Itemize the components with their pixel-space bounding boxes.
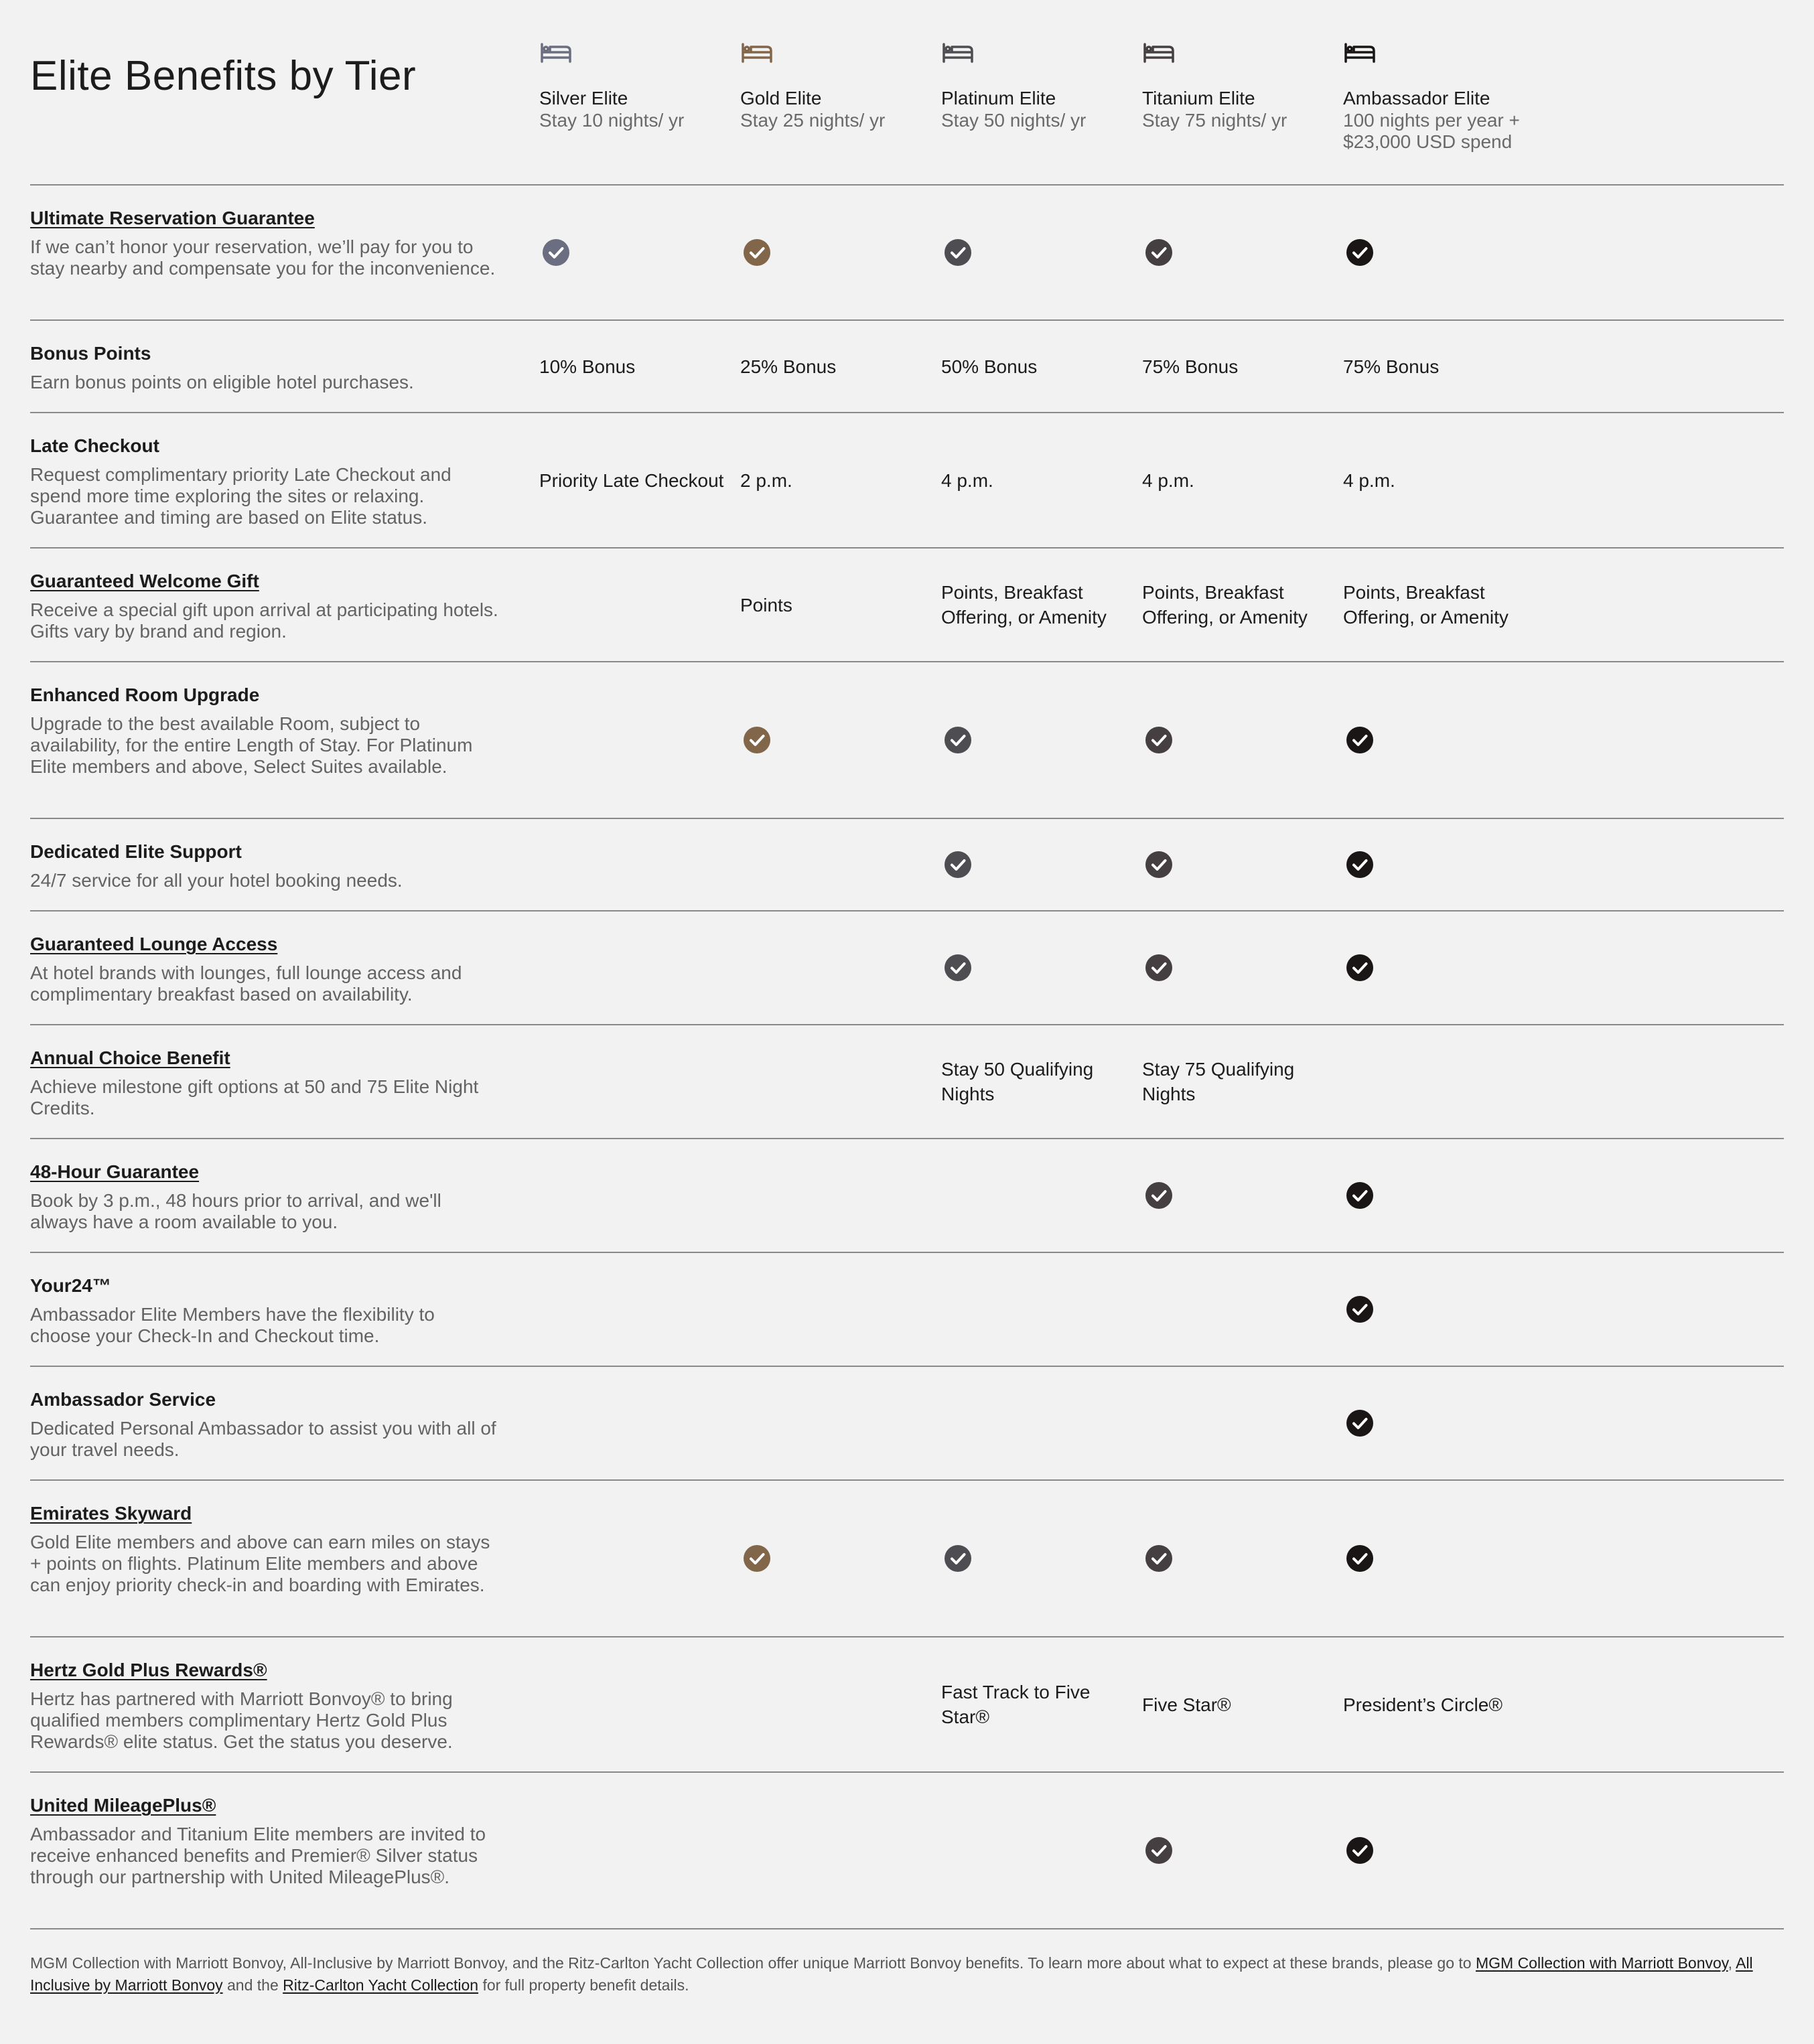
benefit-row — [30, 321, 1784, 413]
benefit-title-link[interactable]: 48-Hour Guarantee — [30, 1161, 200, 1182]
tier-gold-elite — [740, 39, 934, 131]
benefit-description: At hotel brands with lounges, full lounge access and complimentary breakfast based on availability. — [30, 962, 462, 1005]
benefit-cell-titanium — [1142, 413, 1330, 547]
benefit-title: Enhanced Room Upgrade — [30, 684, 260, 705]
footer-link-mgm-collection[interactable]: MGM Collection with Marriott Bonvoy — [1475, 1954, 1728, 1972]
tier-name: Silver Elite — [539, 88, 628, 108]
benefit-row — [30, 1025, 1784, 1139]
benefit-info — [30, 1659, 499, 1753]
benefit-row — [30, 1253, 1784, 1367]
benefit-cell-platinum — [941, 549, 1129, 661]
benefit-cell-ambassador — [1343, 549, 1531, 661]
checkmark-icon — [1346, 726, 1374, 754]
benefit-cell-gold — [740, 321, 928, 412]
benefit-cell-platinum — [941, 186, 1131, 319]
benefit-value: 4 p.m. — [941, 469, 993, 491]
checkmark-icon — [944, 1544, 972, 1573]
benefit-row — [30, 1481, 1784, 1637]
benefit-info — [30, 1794, 499, 1888]
benefit-row — [30, 662, 1784, 819]
benefit-title-link[interactable]: Guaranteed Welcome Gift — [30, 571, 259, 591]
bed-icon — [539, 39, 573, 66]
footer-note — [30, 1929, 1784, 1996]
checkmark-icon — [944, 954, 972, 982]
benefit-cell-silver — [539, 413, 727, 547]
benefit-value: 25% Bonus — [740, 356, 837, 377]
checkmark-icon — [1346, 1295, 1374, 1323]
benefit-value: 2 p.m. — [740, 469, 792, 491]
benefit-info — [30, 684, 499, 778]
benefit-cell-platinum — [941, 662, 1131, 818]
benefit-cell-ambassador — [1343, 1253, 1533, 1366]
benefit-cell-silver — [539, 321, 727, 412]
benefit-info — [30, 1047, 499, 1119]
benefit-title: Dedicated Elite Support — [30, 841, 242, 862]
benefit-cell-ambassador — [1343, 1481, 1533, 1636]
benefit-row — [30, 549, 1784, 662]
benefit-cell-platinum — [941, 819, 1131, 910]
checkmark-icon — [944, 238, 972, 267]
tier-name: Gold Elite — [740, 88, 822, 108]
benefit-cell-ambassador — [1343, 413, 1531, 547]
benefit-title-link[interactable]: Hertz Gold Plus Rewards® — [30, 1660, 267, 1680]
benefit-cell-ambassador — [1343, 321, 1531, 412]
benefit-value: 75% Bonus — [1343, 356, 1440, 377]
benefit-info — [30, 207, 499, 279]
benefit-value: Points, Breakfast Offering, or Amenity — [1142, 582, 1308, 628]
checkmark-icon — [1145, 726, 1173, 754]
benefit-cell-ambassador — [1343, 186, 1533, 319]
benefit-cell-ambassador — [1343, 1139, 1533, 1252]
benefit-info — [30, 1161, 499, 1233]
benefit-cell-titanium — [1142, 819, 1332, 910]
tier-requirement: Stay 75 nights/ yr — [1142, 110, 1287, 131]
checkmark-icon — [1346, 1409, 1374, 1437]
benefit-row — [30, 1367, 1784, 1481]
benefit-description: Book by 3 p.m., 48 hours prior to arrival, and we'll always have a room available to you. — [30, 1190, 441, 1232]
benefit-cell-ambassador — [1343, 819, 1533, 910]
tier-titanium-elite — [1142, 39, 1336, 131]
benefit-description: Ambassador Elite Members have the flexibility to choose your Check-In and Checkout time. — [30, 1304, 435, 1346]
footer-text: for full property benefit details. — [482, 1976, 689, 1994]
benefit-title: Bonus Points — [30, 343, 151, 364]
benefit-cell-platinum — [941, 911, 1131, 1024]
benefit-cell-titanium — [1142, 549, 1330, 661]
benefit-cell-ambassador — [1343, 911, 1533, 1024]
benefit-cell-titanium — [1142, 662, 1332, 818]
benefit-cell-titanium — [1142, 1637, 1330, 1771]
benefit-cell-ambassador — [1343, 662, 1533, 818]
benefit-description: Ambassador and Titanium Elite members are invited to receive enhanced benefits and Premier® Silver status through our partnership with United MileagePlus®. — [30, 1824, 486, 1887]
checkmark-icon — [1145, 1544, 1173, 1573]
benefit-cell-titanium — [1142, 321, 1330, 412]
benefit-info — [30, 570, 499, 642]
benefit-description: Dedicated Personal Ambassador to assist you with all of your travel needs. — [30, 1418, 496, 1460]
benefit-value: Stay 50 Qualifying Nights — [941, 1059, 1094, 1104]
tier-requirement: Stay 50 nights/ yr — [941, 110, 1087, 131]
checkmark-icon — [743, 726, 771, 754]
footer-separator: , — [1728, 1954, 1732, 1972]
benefit-value: Fast Track to Five Star® — [941, 1682, 1091, 1727]
bed-icon — [1142, 39, 1176, 66]
benefit-value: 10% Bonus — [539, 356, 636, 377]
footer-text: MGM Collection with Marriott Bonvoy, All-Inclusive by Marriott Bonvoy, and the Ritz-Carlton Yacht Collection offer unique Marriott Bonvoy benefits. To learn more about what to expect at these brands, please go to — [30, 1954, 1472, 1972]
tier-header — [30, 0, 1784, 186]
benefit-row — [30, 1773, 1784, 1929]
tier-requirement: 100 nights per year + $23,000 USD spend — [1343, 110, 1520, 152]
benefit-row — [30, 1139, 1784, 1253]
benefit-value: Five Star® — [1142, 1694, 1231, 1715]
benefit-title: Ambassador Service — [30, 1389, 216, 1410]
bed-icon — [941, 39, 975, 66]
benefit-cell-gold — [740, 1481, 930, 1636]
benefit-info — [30, 1502, 499, 1596]
benefit-row — [30, 1637, 1784, 1773]
benefit-value: 4 p.m. — [1343, 469, 1395, 491]
benefit-cell-ambassador — [1343, 1367, 1533, 1479]
benefit-description: If we can’t honor your reservation, we’ll pay for you to stay nearby and compensate you for the inconvenience. — [30, 236, 496, 279]
benefit-info — [30, 435, 499, 528]
benefit-info — [30, 342, 499, 393]
checkmark-icon — [944, 851, 972, 879]
benefit-description: Receive a special gift upon arrival at participating hotels. Gifts vary by brand and region. — [30, 599, 498, 642]
benefit-cell-gold — [740, 662, 930, 818]
footer-link-ritz-carlton-yacht[interactable]: Ritz-Carlton Yacht Collection — [283, 1976, 479, 1994]
benefit-cell-ambassador — [1343, 1773, 1533, 1928]
benefit-cell-titanium — [1142, 1773, 1332, 1928]
benefit-title: Your24™ — [30, 1275, 111, 1296]
benefit-title-link[interactable]: Guaranteed Lounge Access — [30, 934, 278, 954]
tier-requirement: Stay 10 nights/ yr — [539, 110, 685, 131]
benefit-cell-gold — [740, 186, 930, 319]
benefit-value: 4 p.m. — [1142, 469, 1194, 491]
benefit-description: Upgrade to the best available Room, subject to availability, for the entire Length of Stay. For Platinum Elite members and above, Select Suites available. — [30, 713, 473, 777]
benefit-description: 24/7 service for all your hotel booking needs. — [30, 870, 403, 891]
benefit-cell-titanium — [1142, 1139, 1332, 1252]
benefit-value: Priority Late Checkout — [539, 469, 724, 491]
benefit-info — [30, 1274, 499, 1347]
benefit-value: Stay 75 Qualifying Nights — [1142, 1059, 1295, 1104]
benefit-cell-titanium — [1142, 186, 1332, 319]
benefit-title: Late Checkout — [30, 435, 159, 456]
benefit-info — [30, 933, 499, 1005]
benefit-value: Points, Breakfast Offering, or Amenity — [1343, 582, 1509, 628]
benefit-description: Achieve milestone gift options at 50 and 75 Elite Night Credits. — [30, 1076, 479, 1118]
checkmark-icon — [743, 1544, 771, 1573]
checkmark-icon — [542, 238, 570, 267]
benefit-cell-gold — [740, 549, 928, 661]
checkmark-icon — [1346, 954, 1374, 982]
checkmark-icon — [1145, 851, 1173, 879]
footer-link-all-inclusive[interactable]: All Inclusive by Marriott Bonvoy — [30, 1954, 1753, 1994]
checkmark-icon — [1145, 954, 1173, 982]
benefit-row — [30, 413, 1784, 549]
tier-name: Titanium Elite — [1142, 88, 1255, 108]
benefit-title-link[interactable]: Ultimate Reservation Guarantee — [30, 208, 315, 228]
checkmark-icon — [1346, 1836, 1374, 1865]
benefit-cell-platinum — [941, 413, 1129, 547]
benefit-value: 50% Bonus — [941, 356, 1038, 377]
benefit-value: Points, Breakfast Offering, or Amenity — [941, 582, 1107, 628]
checkmark-icon — [1145, 1836, 1173, 1865]
benefit-title-link[interactable]: United MileagePlus® — [30, 1795, 216, 1816]
checkmark-icon — [1346, 1544, 1374, 1573]
benefits-table — [30, 186, 1784, 1929]
benefit-info — [30, 1388, 499, 1461]
checkmark-icon — [1346, 238, 1374, 267]
benefit-cell-titanium — [1142, 911, 1332, 1024]
benefit-value: President’s Circle® — [1343, 1694, 1503, 1715]
benefit-description: Request complimentary priority Late Checkout and spend more time exploring the sites or relaxing. Guarantee and timing are based on Elite status. — [30, 464, 451, 528]
bed-icon — [1343, 39, 1377, 66]
benefit-info — [30, 841, 499, 891]
benefit-description: Gold Elite members and above can earn miles on stays + points on flights. Platinum Elite members and above can enjoy priority check-in and boarding with Emirates. — [30, 1532, 490, 1595]
benefit-cell-platinum — [941, 1025, 1129, 1138]
benefit-cell-silver — [539, 186, 729, 319]
benefit-row — [30, 186, 1784, 321]
page-title: Elite Benefits by Tier — [30, 53, 417, 99]
benefit-description: Hertz has partnered with Marriott Bonvoy® to bring qualified members complimentary Hertz Gold Plus Rewards® elite status. Get the status you deserve. — [30, 1688, 453, 1752]
tier-silver-elite — [539, 39, 734, 131]
benefit-value: Points — [740, 594, 792, 615]
benefit-row — [30, 911, 1784, 1025]
benefit-row — [30, 819, 1784, 911]
benefit-title-link[interactable]: Annual Choice Benefit — [30, 1047, 230, 1068]
benefit-value: 75% Bonus — [1142, 356, 1239, 377]
tier-ambassador-elite — [1343, 39, 1544, 153]
checkmark-icon — [1145, 238, 1173, 267]
benefit-description: Earn bonus points on eligible hotel purchases. — [30, 372, 414, 392]
benefit-cell-platinum — [941, 1481, 1131, 1636]
bed-icon — [740, 39, 774, 66]
footer-text: and the — [227, 1976, 279, 1994]
checkmark-icon — [1346, 851, 1374, 879]
benefit-cell-titanium — [1142, 1025, 1330, 1138]
tier-name: Platinum Elite — [941, 88, 1056, 108]
benefit-cell-platinum — [941, 1637, 1129, 1771]
tier-requirement: Stay 25 nights/ yr — [740, 110, 886, 131]
benefit-cell-ambassador — [1343, 1637, 1531, 1771]
checkmark-icon — [1346, 1181, 1374, 1210]
checkmark-icon — [743, 238, 771, 267]
checkmark-icon — [1145, 1181, 1173, 1210]
benefit-title-link[interactable]: Emirates Skyward — [30, 1503, 192, 1524]
benefit-cell-titanium — [1142, 1481, 1332, 1636]
benefit-cell-gold — [740, 413, 928, 547]
tier-name: Ambassador Elite — [1343, 88, 1490, 108]
checkmark-icon — [944, 726, 972, 754]
benefit-cell-platinum — [941, 321, 1129, 412]
tier-platinum-elite — [941, 39, 1135, 131]
